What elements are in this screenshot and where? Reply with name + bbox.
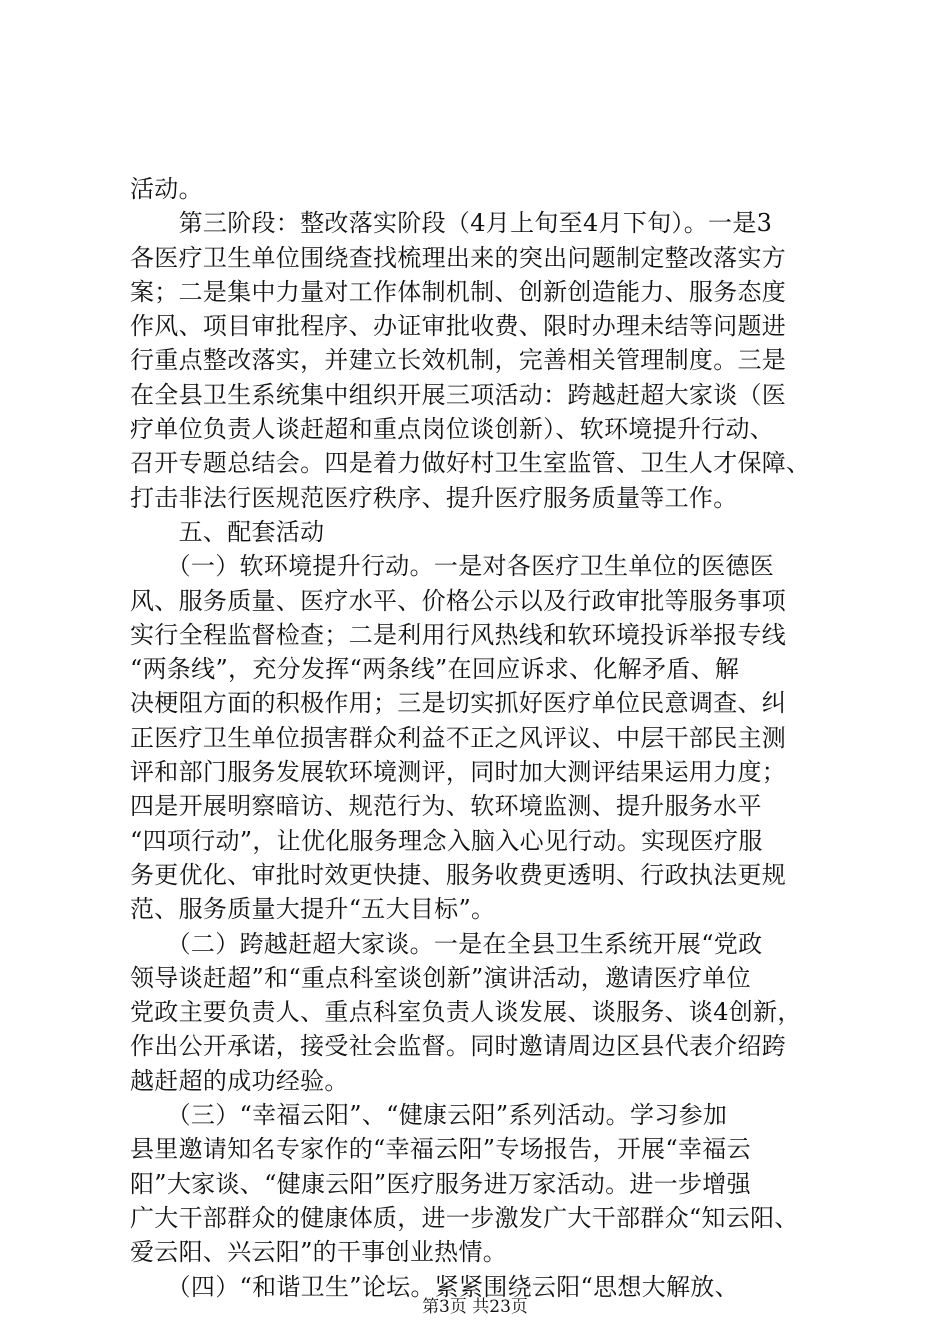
text-line: 领导谈赶超”和“重点科室谈创新”演讲活动，邀请医疗单位 <box>130 963 751 992</box>
text-line: “两条线”，充分发挥“两条线”在回应诉求、化解矛盾、解 <box>130 655 740 684</box>
text-line: 活动。 <box>130 175 203 203</box>
text-line: 四是开展明察暗访、规范行为、软环境监测、提升服务水平 <box>130 792 762 821</box>
text-line: 各医疗卫生单位围绕查找梳理出来的突出问题制定整改落实方 <box>130 243 787 272</box>
section-heading: 五、配套活动 <box>130 517 325 546</box>
document-body <box>130 172 830 1304</box>
text-line: 在全县卫生系统集中组织开展三项活动：跨越赶超大家谈（医 <box>130 380 787 409</box>
text-line: 阳”大家谈、“健康云阳”医疗服务进万家活动。进一步增强 <box>130 1169 751 1198</box>
text-line: 作出公开承诺，接受社会监督。同时邀请周边区县代表介绍跨 <box>130 1032 787 1061</box>
text-line: （二）跨越赶超大家谈。一是在全县卫生系统开展“党政 <box>130 929 763 958</box>
page-number-footer: 第3页 共23页 <box>422 1297 528 1317</box>
text-line: 行重点整改落实，并建立长效机制，完善相关管理制度。三是 <box>130 346 787 375</box>
text-line: 评和部门服务发展软环境测评，同时加大测评结果运用力度； <box>130 758 787 787</box>
text-line: 疗单位负责人谈赶超和重点岗位谈创新）、软环境提升行动、 <box>130 415 775 444</box>
text-line: 作风、项目审批程序、办证审批收费、限时办理未结等问题进 <box>130 312 787 341</box>
text-line: 实行全程监督检查；二是利用行风热线和软环境投诉举报专线 <box>130 620 787 649</box>
text-line: 召开专题总结会。四是着力做好村卫生室监管、卫生人才保障、 <box>130 449 811 478</box>
text-line: 第三阶段：整改落实阶段（4月上旬至4月下旬）。一是3 <box>130 209 773 238</box>
text-line: 越赶超的成功经验。 <box>130 1066 349 1095</box>
text-line: 务更优化、审批时效更快捷、服务收费更透明、行政执法更规 <box>130 860 787 889</box>
text-line: 县里邀请知名专家作的“幸福云阳”专场报告，开展“幸福云 <box>130 1135 751 1164</box>
text-line: 范、服务质量大提升“五大目标”。 <box>130 895 496 924</box>
text-line: 决梗阻方面的积极作用；三是切实抓好医疗单位民意调查、纠 <box>130 689 787 718</box>
text-line: 广大干部群众的健康体质，进一步激发广大干部群众“知云阳、 <box>130 1203 799 1232</box>
text-line: （四）“和谐卫生”论坛。紧紧围绕云阳“思想大解放、 <box>130 1272 739 1301</box>
text-line: 爱云阳、兴云阳”的干事创业热情。 <box>130 1238 508 1267</box>
text-line: “四项行动”，让优化服务理念入脑入心见行动。实现医疗服 <box>130 826 763 855</box>
text-line: （一）软环境提升行动。一是对各医疗卫生单位的医德医 <box>130 552 775 581</box>
text-line: （三）“幸福云阳”、“健康云阳”系列活动。学习参加 <box>130 1101 728 1130</box>
text-line: 案；二是集中力量对工作体制机制、创新创造能力、服务态度 <box>130 277 787 306</box>
text-line: 打击非法行医规范医疗秩序、提升医疗服务质量等工作。 <box>130 483 738 512</box>
text-line: 风、服务质量、医疗水平、价格公示以及行政审批等服务事项 <box>130 586 787 615</box>
text-line: 党政主要负责人、重点科室负责人谈发展、谈服务、谈4创新， <box>130 998 802 1027</box>
text-line: 正医疗卫生单位损害群众利益不正之风评议、中层干部民主测 <box>130 723 787 752</box>
